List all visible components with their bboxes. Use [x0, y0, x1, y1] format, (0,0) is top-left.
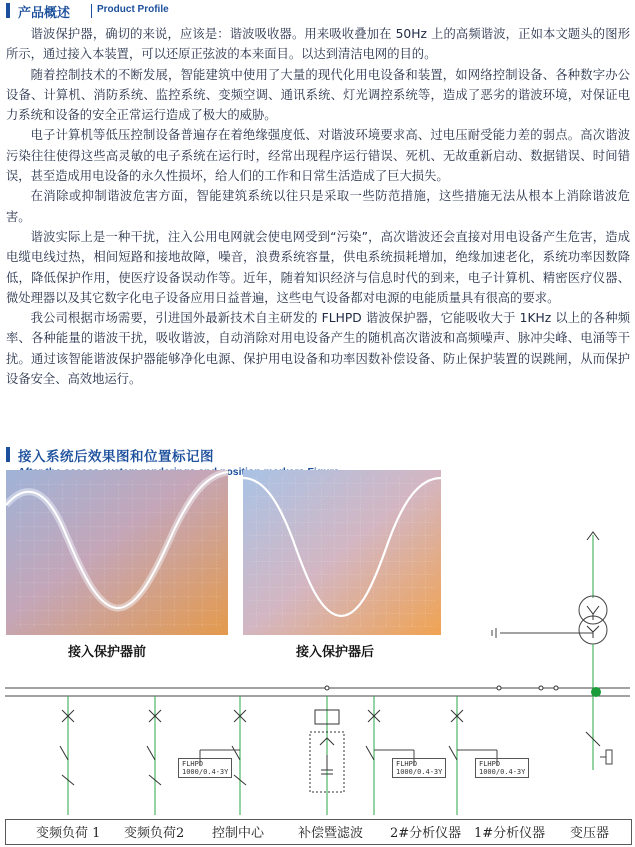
photo-caption-before: 接入保护器前	[68, 645, 147, 660]
feeder-lines	[68, 696, 457, 815]
flhpd-box-1	[475, 758, 529, 778]
device-rating: 1000/0.4-3Y	[182, 768, 229, 776]
section-header-product-profile	[0, 0, 635, 22]
ct-symbol	[606, 750, 612, 764]
section2-title-en: position	[219, 466, 261, 478]
paragraph: 电子计算机等低压控制设备普遍存在着绝缘强度低、对谐波环境要求高、过电压耐受能力差的弱点。高次谐波污染往往使得这些高灵敏的电子系统在运行时，经常出现程序运行错误、死机、无故重新启动、数据错误、时间错误，甚至造成用电设备的永久性损坏，给人们的工作和日常生活造成了巨大损失。	[6, 128, 630, 184]
breaker-indicator	[591, 687, 601, 697]
paragraph: 我公司根据市场需要，引进国外最新技术自主研发的 FLHPD 谐波保护器，它能吸收大于 1KHz 以上的各种频率、各种能量的谐波干扰，吸收谐波，自动消除对用电设备产生的随机高次谐波和高频噪声、脉冲尖峰、电涌等干扰。通过该智能谐波保护器能够净化电源、保护用电设备和功率因数补偿设备、防止保护装置的误跳闸，从而保护设备安全、高效地运行。	[6, 311, 630, 387]
circuit-label-row	[5, 819, 632, 845]
body-text	[6, 24, 630, 389]
transformer-coil-lower	[579, 616, 607, 644]
photo-caption-after: 接入保护器后	[296, 645, 375, 660]
flhpd-box-control	[178, 758, 232, 778]
circuit-label: 变频负荷2	[124, 826, 185, 841]
header-accent-bar	[6, 3, 10, 18]
paragraph: 谐波实际上是一种干扰，注入公用电网就会使电网受到“污染”，高次谐波还会直接对用电设备产生危害，造成电缆电线过热，相间短路和接地故障，噪音，浪费系统容量，供电系统损耗增加，绝缘加速老化，系统功率因数降低，降低保护作用，使医疗设备误动作等。近年，随着知识经济与信息时代的到来，电子计算机、精密医疗仪器、微处理器以及其它数字化电子设备应用日益普遍，这些电气设备都对电源的电能质量具有很高的要求。	[6, 229, 630, 305]
paragraph: 随着控制技术的不断发展，智能建筑中使用了大量的现代化用电设备和装置，如网络控制设备、各种数字办公设备、计算机、消防系统、监控系统、变频空调、通讯系统、灯光调控系统等，造成了恶劣的谐波环境，对保证电力系统和设备的安全正常运行造成了极大的威胁。	[6, 67, 630, 123]
device-name: FLHPD	[479, 760, 501, 768]
device-name: FLHPD	[182, 760, 204, 768]
flhpd-box-2	[392, 758, 446, 778]
wiring-diagram	[0, 470, 635, 847]
section-title-en: Product Profile	[97, 4, 169, 15]
paragraph: 谐波保护器，确切的来说，应该是：谐波吸收器。用来吸收叠加在 50Hz 上的高频谐波，正如本文题头的图形所示，通过接入本装置，可以还原正弦波的本来面目。以达到清洁电网的目的。	[6, 27, 630, 62]
circuit-label: 控制中心	[212, 826, 265, 841]
paragraph: 在消除或抑制谐波危害方面，智能建筑系统以往只是采取一些防范措施，这些措施无法从根本上消除谐波危害。	[6, 189, 630, 224]
header-accent-bar	[6, 447, 10, 462]
device-rating: 1000/0.4-3Y	[396, 768, 443, 776]
circuit-label: 补偿暨滤波	[298, 826, 364, 841]
circuit-label: 2#分析仪器	[390, 826, 462, 841]
circuit-label: 变频负荷 1	[36, 826, 101, 841]
section-title-cn: 产品概述	[18, 6, 71, 21]
circuit-label: 1#分析仪器	[474, 826, 546, 841]
section2-title-cn: 接入系统后效果图和位置标记图	[18, 449, 214, 465]
device-name: FLHPD	[396, 760, 418, 768]
device-rating: 1000/0.4-3Y	[479, 768, 526, 776]
header-divider	[91, 4, 92, 18]
circuit-label: 变压器	[570, 826, 610, 841]
